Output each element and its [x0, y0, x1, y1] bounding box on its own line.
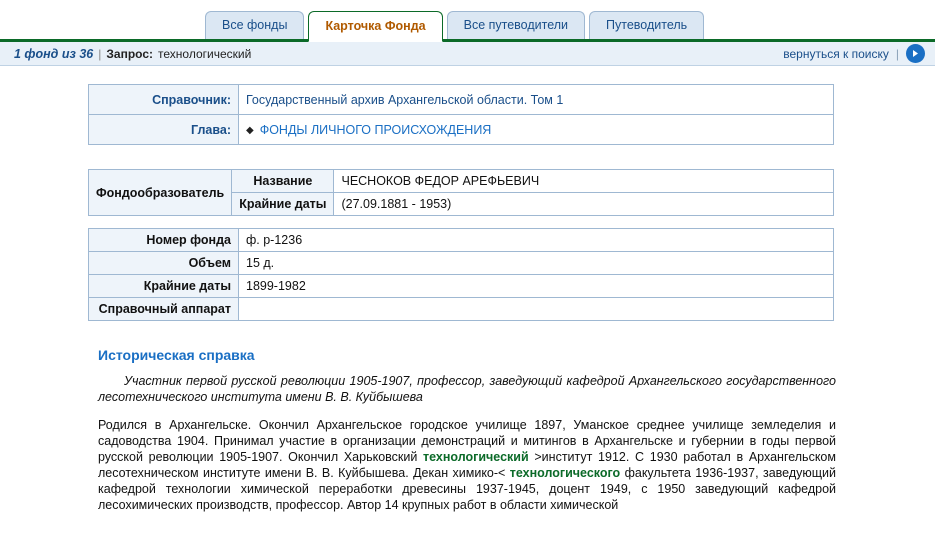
tab-bar — [0, 0, 935, 42]
fund-volume-label: Объем — [89, 252, 239, 275]
founder-table — [88, 169, 834, 216]
query-value: технологический — [158, 46, 252, 61]
history-highlight-2: технологического — [509, 466, 621, 480]
fund-dates-label: Крайние даты — [89, 275, 239, 298]
table-row — [89, 229, 834, 252]
fund-apparatus-value — [239, 298, 834, 321]
history-text-2: >институт 1912. С 1930 работал в Архангельском лесотехническом институте имени В. В. Куйбышева. Декан химико-< — [98, 450, 836, 480]
query-actions — [783, 44, 925, 63]
fund-volume-value: 15 д. — [239, 252, 834, 275]
tab-all-funds[interactable]: Все фонды — [205, 11, 304, 39]
guide-info-table — [88, 84, 834, 145]
spacer — [88, 216, 885, 228]
query-bar — [0, 42, 935, 66]
glava-value-cell — [239, 115, 834, 145]
history-text-3: факультета 1936-1937, заведующий кафедрой технологии химической переработки древесины 1937-1945, доцент 1949, с 1950 заведующий кафедрой лесохимических производств, профессор. Автор 14 крупных работ в области химической — [98, 466, 836, 512]
fund-dates-value: 1899-1982 — [239, 275, 834, 298]
glava-label: Глава: — [89, 115, 239, 145]
diamond-bullet-icon: ◆ — [246, 124, 254, 136]
founder-name-label: Название — [232, 170, 334, 193]
fund-number-value: ф. р-1236 — [239, 229, 834, 252]
fund-apparatus-label: Справочный аппарат — [89, 298, 239, 321]
historical-note-intro: Участник первой русской революции 1905-1907, профессор, заведующий кафедрой Архангельского государственного лесотехнического института имени В. В. Куйбышева — [98, 374, 836, 404]
historical-note-title: Историческая справка — [98, 347, 255, 363]
table-row — [89, 170, 834, 193]
historical-note-body — [98, 417, 836, 513]
table-row — [89, 275, 834, 298]
result-count: 1 фонд из 36 — [14, 46, 94, 61]
query-separator: | — [98, 46, 102, 61]
table-row — [89, 115, 834, 145]
founder-dates-label: Крайние даты — [232, 193, 334, 216]
arrow-right-icon[interactable] — [906, 44, 925, 63]
spacer — [88, 145, 885, 169]
back-to-search-link[interactable]: вернуться к поиску — [783, 46, 889, 61]
table-row — [89, 298, 834, 321]
fund-number-label: Номер фонда — [89, 229, 239, 252]
founder-dates-value: (27.09.1881 - 1953) — [334, 193, 834, 216]
tab-guide[interactable]: Путеводитель — [589, 11, 704, 39]
tab-fund-card[interactable]: Карточка Фонда — [308, 11, 442, 42]
spravochnik-value: Государственный архив Архангельской области. Том 1 — [239, 85, 834, 115]
spravochnik-label: Справочник: — [89, 85, 239, 115]
founder-row-label: Фондообразователь — [89, 170, 232, 216]
table-row — [89, 252, 834, 275]
query-label: Запрос: — [106, 46, 154, 61]
history-highlight-1: технологический — [423, 450, 529, 464]
history-text-1: Родился в Архангельске. Окончил Архангельское городское училище 1897, Уманское среднее училище земледелия и садоводства 1904. Принимал участие в организации демонстраций и митингов в Архангельске и губернии в годы первой русской революции 1905-1907. Окончил Харьковский — [98, 418, 836, 464]
chapter-link[interactable]: ФОНДЫ ЛИЧНОГО ПРОИСХОЖДЕНИЯ — [259, 122, 492, 137]
tab-all-guides[interactable]: Все путеводители — [447, 11, 585, 39]
content-area — [0, 66, 935, 513]
table-row — [89, 85, 834, 115]
action-divider: | — [895, 46, 899, 61]
query-summary — [14, 47, 251, 61]
founder-name-value: ЧЕСНОКОВ ФЕДОР АРЕФЬЕВИЧ — [334, 170, 834, 193]
fund-details-table — [88, 228, 834, 321]
